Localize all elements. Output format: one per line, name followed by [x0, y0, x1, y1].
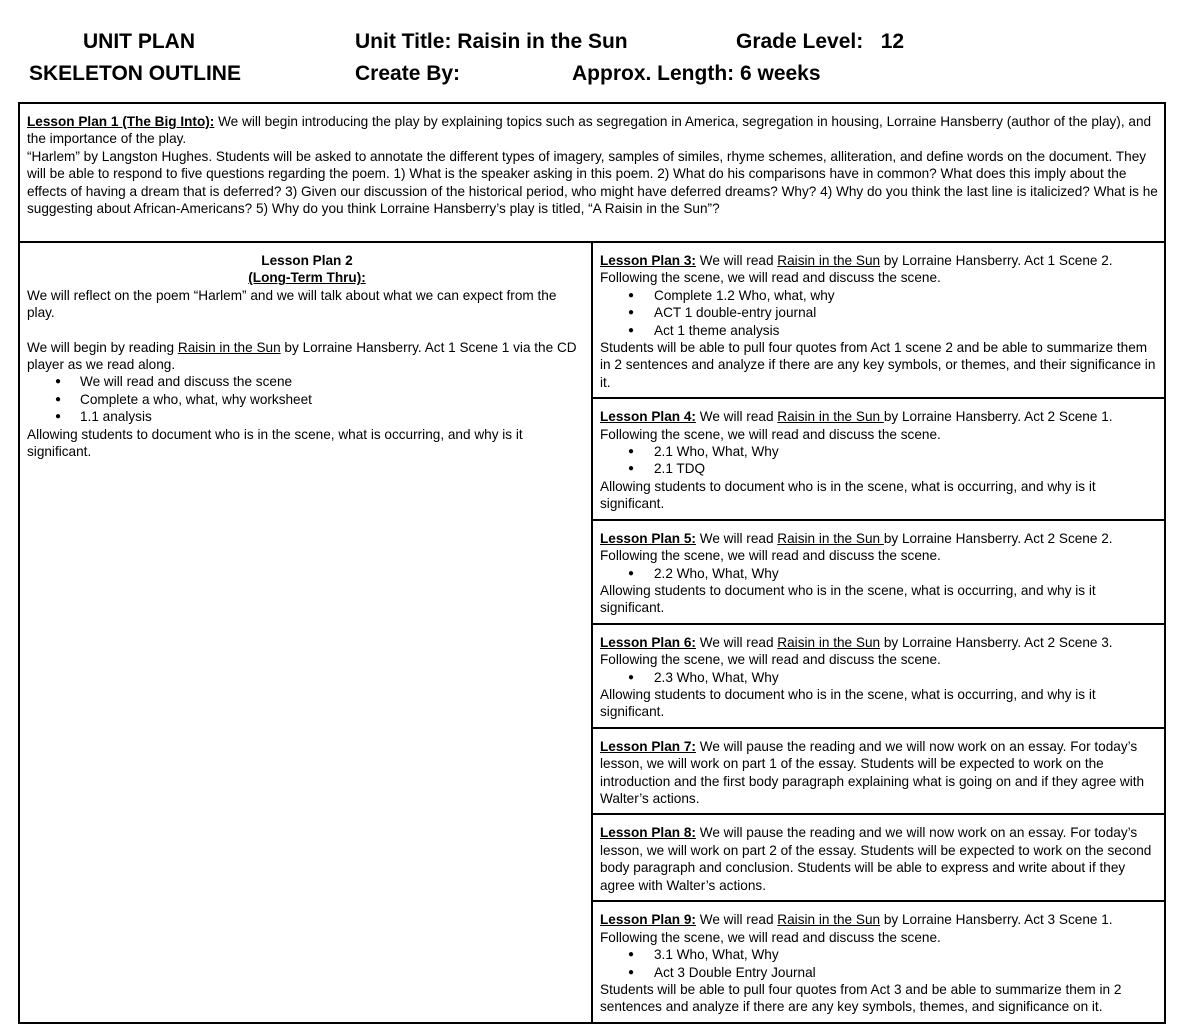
play-title: Raisin in the Sun: [777, 912, 881, 928]
unit-plan-heading: UNIT PLAN: [83, 30, 195, 53]
lesson-plan-6-label: Lesson Plan 6:: [600, 634, 696, 650]
play-title: Raisin in the Sun: [777, 530, 884, 546]
lesson-plan-5-cell: Lesson Plan 5: We will read Raisin in the Sun by Lorraine Hansberry. Act 2 Scene 2. Following the scene, we will read and discuss the scene. ● 2.2 Who, What, Why Allowing students to document who is in the scene, what is occurring, and why is it significant.: [592, 520, 1165, 624]
list-item: ● Act 1 theme analysis: [654, 322, 1160, 339]
lesson-plan-table: [18, 102, 1166, 1024]
lesson-plan-2-bullets: [27, 373, 587, 425]
lesson-plan-2-sublabel: (Long-Term Thru):: [248, 270, 366, 286]
lesson-plan-4-closing: Allowing students to document who is in the scene, what is occurring, and why is it significant.: [600, 478, 1096, 512]
lesson-plan-3-label: Lesson Plan 3:: [600, 253, 696, 268]
list-item: ● 2.1 Who, What, Why: [654, 443, 1160, 460]
lesson-plan-6-bullets: [600, 669, 1160, 686]
grade-level: Grade Level: 12: [736, 30, 905, 53]
list-item: ● 2.2 Who, What, Why: [654, 565, 1160, 582]
lesson-plan-7-label: Lesson Plan 7:: [600, 738, 696, 754]
list-item: ● 2.1 TDQ: [654, 460, 1160, 477]
create-by: Create By:: [355, 62, 461, 85]
play-title: Raisin in the Sun: [777, 253, 881, 268]
lesson-plan-2-closing: Allowing students to document who is in the scene, what is occurring, and why is it significant.: [27, 426, 523, 460]
lesson-plan-9-bullets: [600, 946, 1160, 981]
lesson-plan-5-bullets: [600, 565, 1160, 582]
list-item: ● 3.1 Who, What, Why: [654, 946, 1160, 963]
lesson-plan-2-reading: We will begin by reading Raisin in the Sun by Lorraine Hansberry. Act 1 Scene 1 via the CD player as we read along.: [27, 339, 577, 373]
lesson-plan-1-cell: [19, 103, 1165, 242]
skeleton-outline-heading: SKELETON OUTLINE: [29, 62, 241, 85]
lesson-plan-4-label: Lesson Plan 4:: [600, 409, 696, 425]
lesson-plan-2-label: Lesson Plan 2: [261, 253, 353, 268]
lesson-plan-2-reflect: We will reflect on the poem “Harlem” and we will talk about what we can expect from the play.: [27, 287, 557, 321]
lesson-plan-1-intro: We will begin introducing the play by explaining topics such as segregation in America, segregation in housing, Lorraine Hansberry (author of the play), and the importance of the play.: [27, 114, 1152, 147]
lesson-plan-9-cell: Lesson Plan 9: We will read Raisin in the Sun by Lorraine Hansberry. Act 3 Scene 1. Following the scene, we will read and discuss the scene. ● 3.1 Who, What, Why ● Act 3 Double Entry Journal Students will be able to pull four quotes from Act 3 and be able to summarize them in 2 sentences and analyze if there are any key symbols, themes, and significance on it.: [592, 901, 1165, 1022]
lesson-plan-7-cell: [592, 728, 1165, 815]
lesson-plan-8-label: Lesson Plan 8:: [600, 825, 696, 841]
lesson-plan-8-cell: [592, 814, 1165, 901]
list-item: ● We will read and discuss the scene: [80, 373, 587, 390]
lesson-plan-1-label: Lesson Plan 1 (The Big Into):: [27, 114, 215, 129]
lesson-plan-3-cell: Lesson Plan 3: We will read Raisin in the Sun by Lorraine Hansberry. Act 1 Scene 2. Following the scene, we will read and discuss the scene. ● Complete 1.2 Who, what, why ● ACT 1 double-entry journal ● Act 1 theme analysis Students will be able to pull four quotes from Act 1 scene 2 and be able to summarize them in 2 sentences and analyze if there are any key symbols, or themes, and their significance in it.: [592, 242, 1165, 398]
play-title: Raisin in the Sun: [777, 409, 884, 425]
lesson-plan-8-text: We will pause the reading and we will now work on an essay. For today’s lesson, we will work on part 2 of the essay. Students will be expected to work on the second body paragraph and conclusion. Students will be able to express and write about if they agree with Walter’s actions.: [600, 825, 1152, 893]
list-item: ● Act 3 Double Entry Journal: [654, 964, 1160, 981]
lesson-plan-9-closing: Students will be able to pull four quotes from Act 3 and be able to summarize them in 2 sentences and analyze if there are any key symbols, themes, and significance on it.: [600, 982, 1122, 1015]
lesson-plan-5-closing: Allowing students to document who is in the scene, what is occurring, and why is it significant.: [600, 582, 1096, 616]
lesson-plan-5-label: Lesson Plan 5:: [600, 530, 696, 546]
lesson-plan-7-text: We will pause the reading and we will now work on an essay. For today’s lesson, we will work on part 1 of the essay. Students will be expected to work on the introduction and the first body paragraph explaining what is going on and if they agree with Walter’s actions.: [600, 738, 1145, 806]
lesson-plan-3-closing: Students will be able to pull four quotes from Act 1 scene 2 and be able to summarize them in 2 sentences and analyze if there are any key symbols, or themes, and their significance in it.: [600, 340, 1156, 390]
lesson-plan-4-bullets: [600, 443, 1160, 478]
list-item: ● 1.1 analysis: [80, 408, 587, 425]
lesson-plan-9-label: Lesson Plan 9:: [600, 912, 696, 928]
unit-title: Unit Title: Raisin in the Sun: [355, 30, 628, 53]
lesson-plan-3-bullets: [600, 287, 1160, 339]
list-item: ● Complete 1.2 Who, what, why: [654, 287, 1160, 304]
approx-length: Approx. Length: 6 weeks: [572, 62, 821, 85]
play-title: Raisin in the Sun: [777, 634, 881, 650]
lesson-plan-6-cell: Lesson Plan 6: We will read Raisin in the Sun by Lorraine Hansberry. Act 2 Scene 3. Following the scene, we will read and discuss the scene. ● 2.3 Who, What, Why Allowing students to document who is in the scene, what is occurring, and why is it significant.: [592, 624, 1165, 728]
list-item: ● Complete a who, what, why worksheet: [80, 391, 587, 408]
lesson-plan-6-closing: Allowing students to document who is in the scene, what is occurring, and why is it significant.: [600, 686, 1096, 720]
list-item: ● 2.3 Who, What, Why: [654, 669, 1160, 686]
lesson-plan-1-harlem: “Harlem” by Langston Hughes. Students will be asked to annotate the different types of imagery, samples of similes, rhyme schemes, alliteration, and define words on the document. They will be able to respond to five questions regarding the poem. 1) What is the speaker asking in this poem. 2) What do his comparisons have in common? What does this imply about the effects of having a dream that is deferred? 3) Given our discussion of the historical period, who might have deferred dreams? Why? 4) Why do you think the last line is italicized? What is he suggesting about African-Americans? 5) Why do you think Lorraine Hansberry’s play is titled, “A Raisin in the Sun”?: [27, 148, 1158, 217]
list-item: ● ACT 1 double-entry journal: [654, 304, 1160, 321]
lesson-plan-4-cell: Lesson Plan 4: We will read Raisin in the Sun by Lorraine Hansberry. Act 2 Scene 1. Following the scene, we will read and discuss the scene. ● 2.1 Who, What, Why ● 2.1 TDQ Allowing students to document who is in the scene, what is occurring, and why is it significant.: [592, 398, 1165, 519]
lesson-plan-2-cell: [19, 242, 592, 1023]
